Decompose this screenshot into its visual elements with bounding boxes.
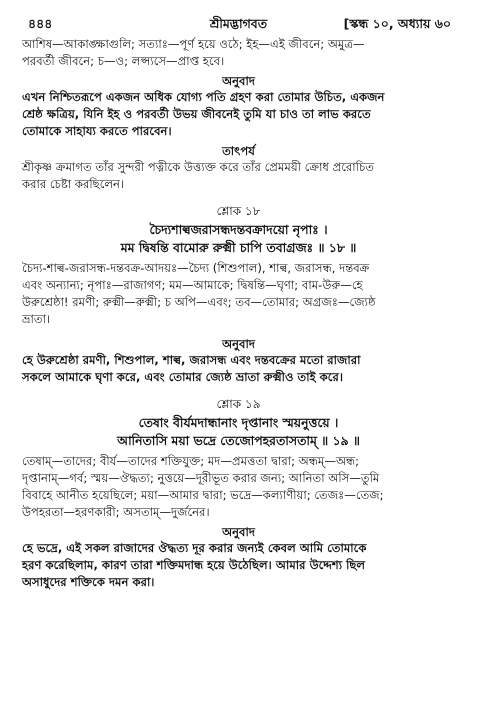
translation-line: তোমাকে সাহায্য করতে পারবেন। — [22, 124, 172, 138]
verse-19-translation-heading: অনুবাদ — [222, 525, 255, 539]
verse-18-translation-heading: অনুবাদ — [222, 337, 255, 351]
verse-18-title: শ্লোক ১৮ — [216, 204, 261, 218]
chapter-reference: [স্কন্ধ ১০, অধ্যায় ৬০ — [343, 16, 451, 31]
translation-1 — [22, 89, 455, 140]
verse-19-text — [22, 414, 455, 450]
verse-line: আনিতাসি ময়া ভদ্রে তেজোপহরতাসতাম্ ॥ ১৯ ॥ — [117, 433, 360, 448]
verse-18-synonyms — [22, 260, 455, 328]
synonym-line: উপহরতা—হরণকারী; অসতাম্—দুর্জনের। — [22, 505, 210, 519]
synonym-line: দৃপ্তানাম্—গর্ব; স্ময়—ঔদ্ধত্য; নুত্তয়ে—দূরীভূত করার জন্য; আনিতা অসি—তুমি — [22, 471, 380, 485]
page-number: ৪৪৪ — [28, 16, 53, 31]
verse-19-translation — [22, 540, 455, 591]
translation-line: সকলে আমাকে ঘৃণা করে, এবং তোমার জ্যেষ্ঠ ভ্রাতা রুক্মীও তাই করে। — [22, 370, 343, 384]
verse-19-title: শ্লোক ১৯ — [216, 397, 261, 411]
synonym-line: তেষাম্—তাদের; বীর্য—তাদের শক্তিযুক্ত; মদ—প্রমত্ততা দ্বারা; অন্ধম্—অন্ধ; — [22, 454, 360, 468]
translation-line: হে ভদ্রে, এই সকল রাজাদের ঔদ্ধত্য দূর করার জন্যই কেবল আমি তোমাকে — [22, 541, 367, 555]
purport-heading: তাৎপর্য — [222, 144, 255, 158]
translation-line: হরণ করেছিলাম, কারণ তারা শক্তিমদান্ধ হয়ে উঠেছিল। আমার উদ্দেশ্য ছিল — [22, 558, 366, 572]
synonym-line: আশিষ—আকাঙ্ক্ষাগুলি; সত্যাঃ—পূর্ণ হয়ে ওঠে; ইহ—এই জীবনে; অমুত্র— — [22, 37, 365, 51]
synonym-line: চৈদ্য-শাল্ব-জরাসন্ধ-দন্তবক্র-আদয়ঃ—চৈদ্য (শিশুপাল), শাল্ব, জরাসন্ধ, দন্তবক্র — [22, 261, 370, 275]
translation-line: হে উরুশ্রেষ্ঠা রমণী, শিশুপাল, শাল্ব, জরাসন্ধ এবং দন্তবক্রের মতো রাজারা — [22, 353, 361, 367]
translation-line: অসাধুদের শক্তিকে দমন করা। — [22, 575, 155, 589]
synonyms-top — [22, 36, 455, 70]
synonym-line: পরবর্তী জীবনে; চ—ও; লপ্স্যসে—প্রাপ্ত হবে। — [22, 54, 225, 68]
translation-line: শ্রেষ্ঠ ক্ষত্রিয়, যিনি ইহ ও পরবর্তী উভয় জীবনেই তুমি যা চাও তা লাভ করতে — [22, 107, 371, 121]
synonym-line: বিবাহে আনীত হয়েছিলে; ময়া—আমার দ্বারা; ভদ্রে—কল্যাণীয়া; তেজঃ—তেজ; — [22, 488, 384, 502]
verse-18-translation — [22, 352, 455, 386]
translation-line: এখন নিশ্চিতরূপে একজন অধিক যোগ্য পতি গ্রহণ করা তোমার উচিত, একজন — [22, 90, 385, 104]
verse-19-synonyms — [22, 453, 455, 521]
synonym-line: এবং অন্যান্য; নৃপাঃ—রাজাগণ; মম—আমাকে; দ্বিষন্তি—ঘৃণা; বাম-উরু—হে — [22, 278, 363, 292]
verse-18-text — [22, 221, 455, 257]
verse-line: চৈদ্যশাল্বজরাসন্ধদন্তবক্রাদয়ো নৃপাঃ । — [149, 222, 328, 237]
page-header — [22, 14, 455, 36]
purport-line: শ্রীকৃষ্ণ ক্রমাগত তাঁর সুন্দরী পত্নীকে উত্ত্যক্ত করে তাঁর প্রেমময়ী ক্রোধ প্ররোচিত — [22, 160, 374, 174]
verse-line: তেষাং বীর্যমদান্ধানাং দৃপ্তানাং স্ময়নুত্তয়ে । — [138, 415, 339, 430]
synonym-line: উরুশ্রেষ্ঠা! রমণী; রুক্মী—রুক্মী; চ অপি—এবং; তব—তোমার; অগ্রজঃ—জ্যেষ্ঠ — [22, 295, 376, 309]
book-title: শ্রীমদ্ভাগবত — [209, 16, 268, 31]
translation-heading: অনুবাদ — [222, 74, 255, 88]
synonym-line: ভ্রাতা। — [22, 312, 51, 326]
purport — [22, 159, 455, 193]
verse-line: মম দ্বিষন্তি বামোরু রুক্মী চাপি তবাগ্রজঃ ॥ ১৮ ॥ — [120, 240, 357, 255]
purport-line: করার চেষ্টা করছিলেন। — [22, 177, 125, 191]
